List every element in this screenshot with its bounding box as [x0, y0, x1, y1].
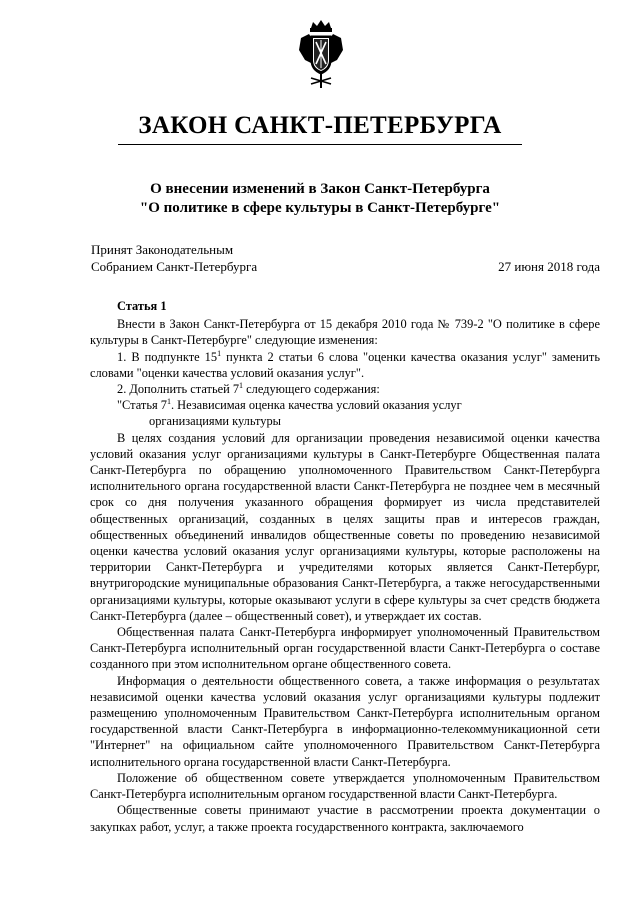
adoption-date: 27 июня 2018 года [498, 259, 600, 274]
paragraph [90, 397, 600, 413]
paragraph [90, 381, 600, 397]
paragraph: Общественная палата Санкт-Петербурга информирует уполномоченный Правительством Санкт-Петербурга исполнительный орган государственной власти Санкт-Петербурга о составе созданного при этом исполнительном органе общественного совета. [90, 625, 600, 672]
article-heading: Статья 1 [117, 299, 167, 313]
adoption-info [91, 241, 257, 275]
paragraph [90, 349, 600, 381]
text-run: . Независимая оценка качества условий оказания услуг [170, 398, 462, 413]
text-run: следующего содержания: [243, 382, 380, 397]
adoption-line-1: Принят Законодательным [91, 242, 234, 257]
superscript: 1 [166, 397, 171, 407]
text-run: 1. В подпункте 15 [117, 349, 218, 364]
paragraph: Общественные советы принимают участие в рассмотрении проекта документации о закупках работ, услуг, а также проекта государственного контракта, заключаемого [90, 803, 600, 834]
adoption-line-2: Собранием Санкт-Петербурга [91, 259, 258, 274]
paragraph: В целях создания условий для организации проведения независимой оценки качества условий оказания услуг организациями культуры в Санкт-Петербурге Общественная палата Санкт-Петербурга по обращению уполномоченного Правительством Санкт-Петербурга исполнительного органа государственной власти Санкт-Петербурга не позднее чем в месячный срок со дня получения указанного обращения формирует из числа представителей общественных организаций, созданных в целях защиты прав и интересов граждан, общественных объединений инвалидов общественные советы по проведению независимой оценки качества условий оказания услуг организациями культуры, которые расположены на территории Санкт-Петербурга и учредителями которых является Санкт-Петербург, внутригородские муниципальные образования Санкт-Петербурга, а также негосударственными организациями культуры, которые оказывают услуги в сфере культуры за счет средств бюджета Санкт-Петербурга (далее – общественный совет), и утверждает их состав. [90, 430, 600, 623]
paragraph: Внести в Закон Санкт-Петербурга от 15 декабря 2010 года № 739-2 "О политике в сфере культуры в Санкт-Петербурге" следующие изменения: [90, 317, 600, 348]
paragraph: Положение об общественном совете утверждается уполномоченным Правительством Санкт-Петербурга исполнительным органом государственной власти Санкт-Петербурга. [90, 770, 600, 802]
superscript: 1 [239, 380, 244, 390]
subtitle-line-1: О внесении изменений в Закон Санкт-Петербурга [150, 181, 490, 197]
law-subtitle [0, 180, 640, 218]
subtitle-line-2: "О политике в сфере культуры в Санкт-Петербурге" [139, 200, 501, 216]
article-body [90, 298, 600, 835]
paragraph: организациями культуры [149, 414, 281, 429]
coat-of-arms-icon [297, 20, 345, 90]
superscript: 1 [217, 348, 222, 358]
text-run: 2. Дополнить статьей 7 [117, 382, 240, 397]
paragraph: Информация о деятельности общественного совета, а также информация о результатах независимой оценки качества условий оказания услуг организациями культуры подлежит размещению уполномоченным Правительством Санкт-Петербурга исполнительным органом государственной власти Санкт-Петербурга в информационно-телекоммуникационной сети "Интернет" на официальном сайте уполномоченного Правительством Санкт-Петербурга исполнительного органа государственной власти Санкт-Петербурга. [90, 673, 600, 769]
text-run: "Статья 7 [117, 398, 167, 413]
text-run: пункта 2 статьи 6 слова "оценки качества оказания услуг" заменить словами "оценки качества условий оказания услуг". [90, 349, 600, 380]
law-title: ЗАКОН САНКТ-ПЕТЕРБУРГА [138, 112, 502, 139]
title-underline [118, 144, 522, 145]
